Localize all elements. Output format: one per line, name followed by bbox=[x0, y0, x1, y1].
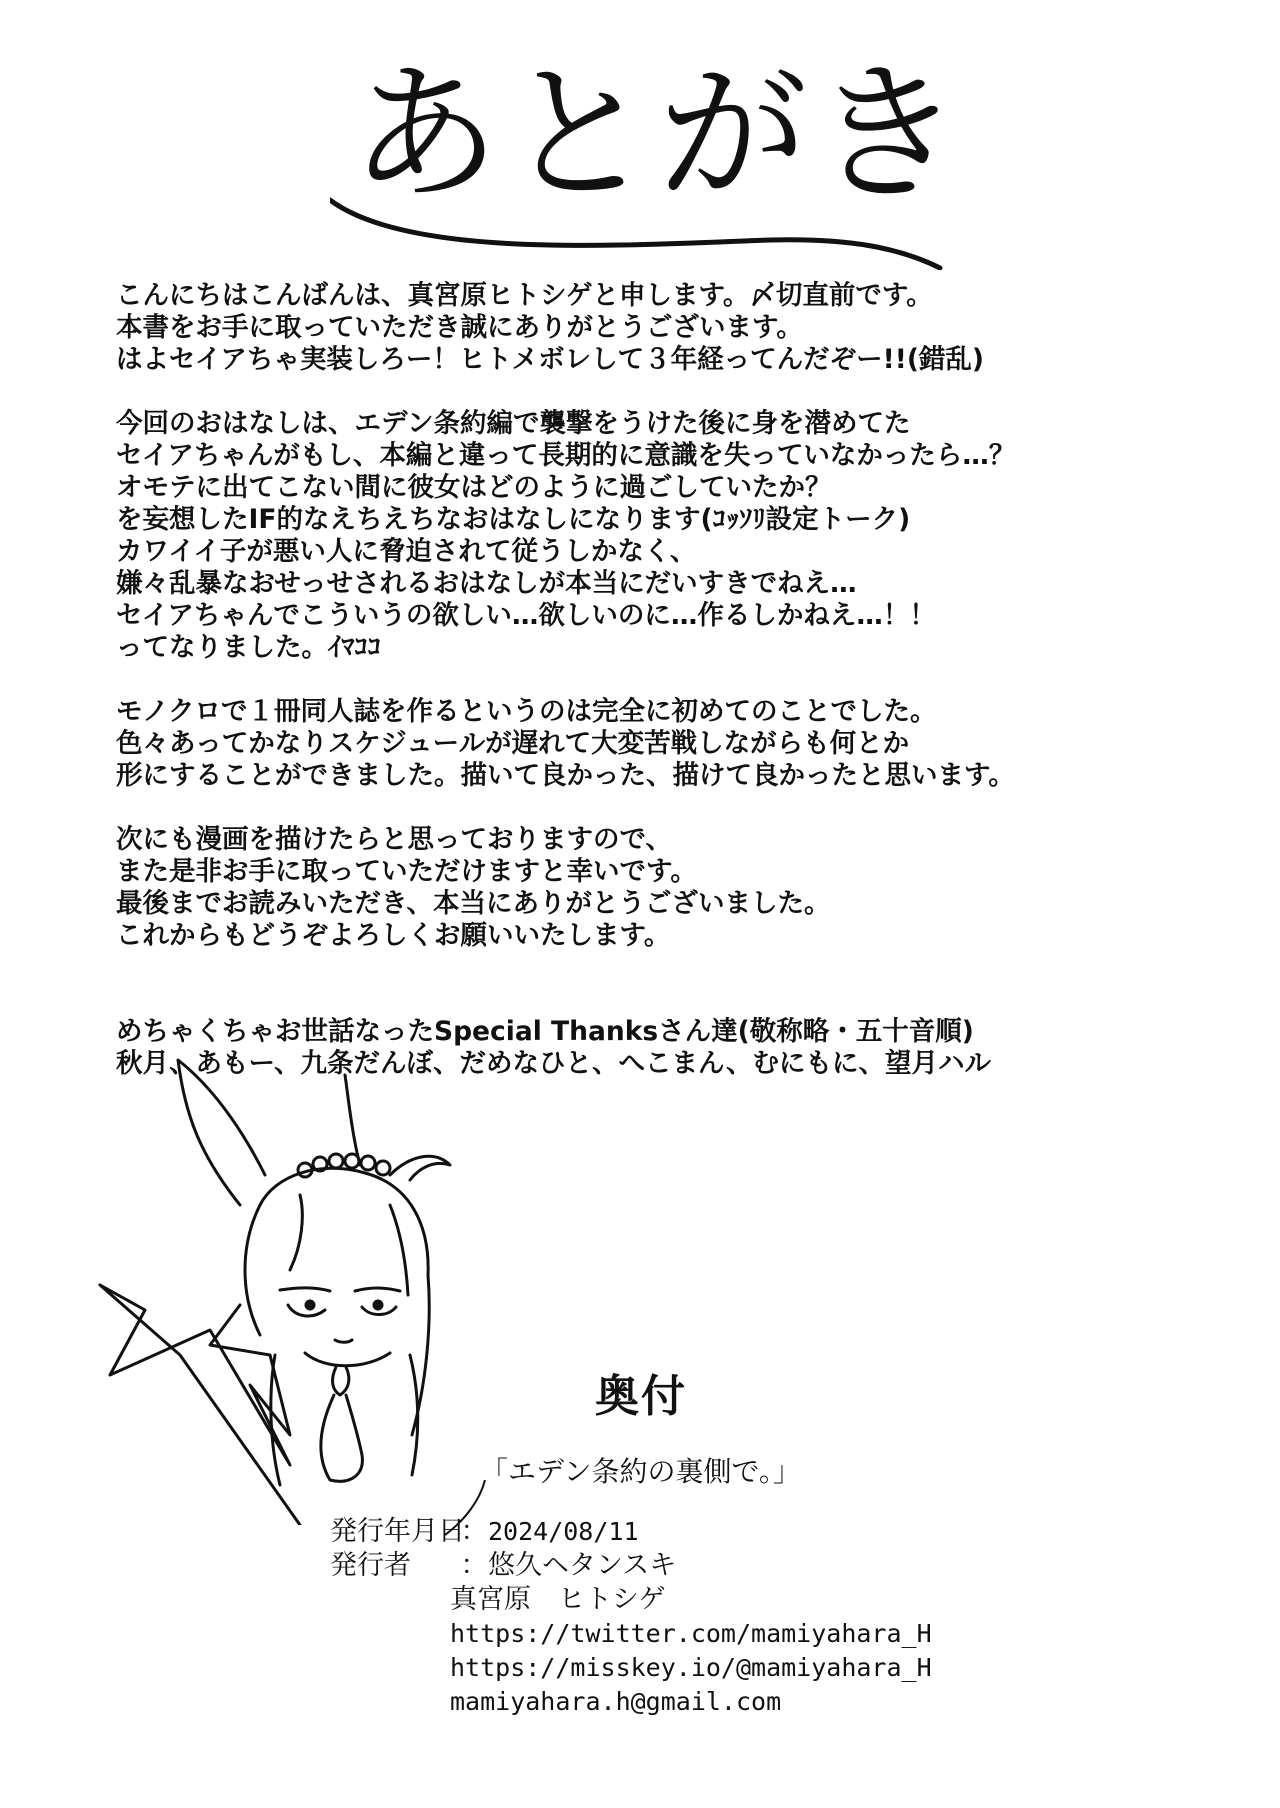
link-row bbox=[330, 1651, 932, 1685]
text-line: 今回のおはなしは、エデン条約編で襲撃をうけた後に身を潜めてた bbox=[116, 408, 911, 439]
colon: ： bbox=[460, 1516, 488, 1547]
paragraph bbox=[116, 280, 1176, 376]
paragraph bbox=[116, 824, 1176, 952]
paragraph bbox=[116, 408, 1176, 664]
special-thanks-names: 秋月、あもー、九条だんぼ、だめなひと、へこまん、むにもに、望月ハル bbox=[116, 1048, 992, 1079]
text-line: カワイイ子が悪い人に脅迫されて従うしかなく、 bbox=[116, 536, 697, 567]
text-line: 最後までお読みいただき、本当にありがとうございました。 bbox=[116, 888, 831, 919]
text-line: 色々あってかなりスケジュールが遅れて大変苦戦しながらも何とか bbox=[116, 728, 910, 759]
misskey-link[interactable]: https://misskey.io/@mamiyahara_H bbox=[450, 1653, 932, 1682]
text-line: 本書をお手に取っていただき誠にありがとうございます。 bbox=[116, 312, 803, 343]
colophon-info bbox=[330, 1515, 932, 1719]
text-line: ってなりました。ｲﾏｺｺ bbox=[116, 632, 381, 663]
paragraph bbox=[116, 696, 1176, 792]
publish-date-value: 2024/08/11 bbox=[488, 1517, 639, 1546]
chibi-character-illustration bbox=[90, 1055, 470, 1525]
text-line: 形にすることができました。描いて良かった、描けて良かったと思います。 bbox=[116, 760, 1015, 791]
title-underline-swash bbox=[330, 40, 970, 270]
text-line: 嫌々乱暴なおせっせされるおはなしが本当にだいすきでねえ… bbox=[116, 568, 857, 599]
publish-date-row bbox=[330, 1515, 932, 1549]
text-line: これからもどうぞよろしくお願いいたします。 bbox=[116, 920, 671, 951]
email-address[interactable]: mamiyahara.h@gmail.com bbox=[450, 1687, 782, 1716]
colon: ： bbox=[460, 1550, 488, 1581]
circle-name: 悠久ヘタンスキ bbox=[488, 1550, 677, 1581]
link-row bbox=[330, 1685, 932, 1719]
colophon-heading: 奥付 bbox=[595, 1371, 687, 1422]
text-line: また是非お手に取っていただけますと幸いです。 bbox=[116, 856, 697, 887]
afterword-body bbox=[116, 280, 1176, 1112]
link-row bbox=[330, 1617, 932, 1651]
text-line: を妄想したIF的なえちえちなおはなしになります(ｺｯｿﾘ設定トーク) bbox=[116, 504, 911, 535]
text-line: こんにちはこんばんは、真宮原ヒトシゲと申します。〆切直前です。 bbox=[116, 280, 933, 311]
text-line: 次にも漫画を描けたらと思っておりますので、 bbox=[116, 824, 672, 855]
publish-date-label: 発行年月日 bbox=[330, 1516, 465, 1547]
afterword-title-block bbox=[330, 40, 970, 270]
author-row bbox=[330, 1583, 932, 1617]
publisher-label: 発行者 bbox=[330, 1550, 411, 1581]
text-line: オモテに出てこない間に彼女はどのように過ごしていたか？ bbox=[116, 472, 832, 503]
afterword-title: あとがき bbox=[350, 48, 967, 222]
text-line: モノクロで１冊同人誌を作るというのは完全に初めてのことでした。 bbox=[116, 696, 937, 727]
text-line: セイアちゃんがもし、本編と違って長期的に意識を失っていなかったら…？ bbox=[116, 440, 1016, 471]
author-name: 真宮原 ヒトシゲ bbox=[450, 1584, 666, 1615]
text-line: セイアちゃんでこういうの欲しい…欲しいのに…作るしかねえ…！！ bbox=[116, 600, 936, 631]
special-thanks-heading: めちゃくちゃお世話なったSpecial Thanksさん達(敬称略・五十音順) bbox=[116, 1016, 974, 1047]
text-line: はよセイアちゃ実装しろー！ヒトメボレして３年経ってんだぞー!!(錯乱) bbox=[116, 344, 985, 375]
book-title: 「エデン条約の裏側で。」 bbox=[480, 1455, 801, 1488]
publisher-row bbox=[330, 1549, 932, 1583]
twitter-link[interactable]: https://twitter.com/mamiyahara_H bbox=[450, 1619, 932, 1648]
